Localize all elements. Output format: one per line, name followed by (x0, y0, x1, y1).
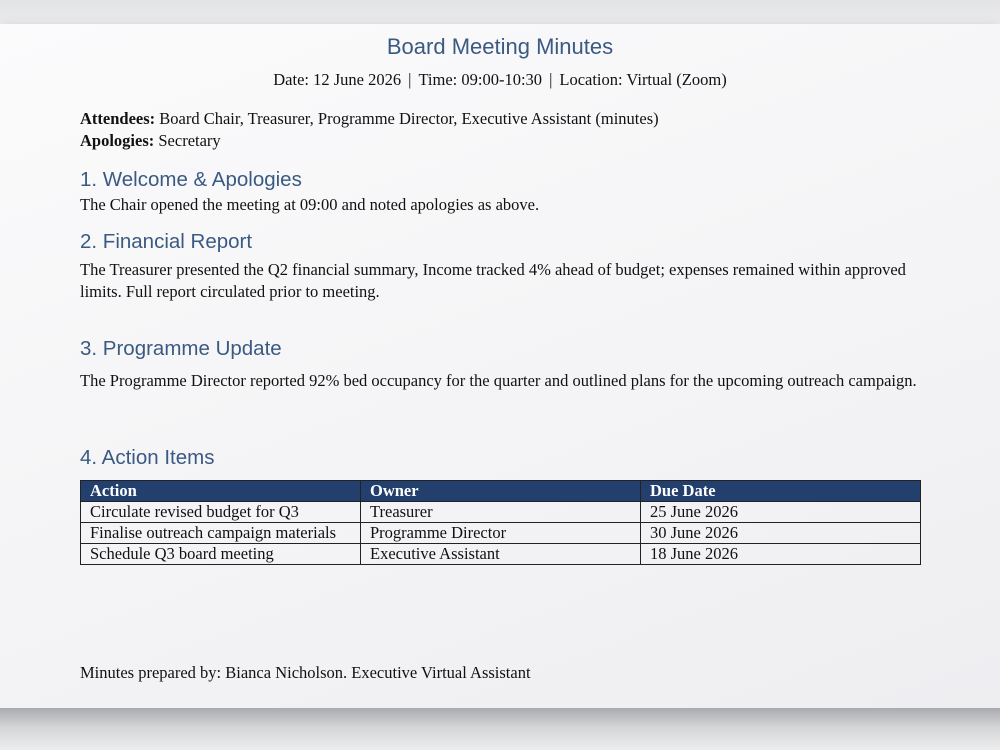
attendees-value: Board Chair, Treasurer, Programme Director, Executive Assistant (minutes) (159, 109, 659, 128)
attendees-line (80, 108, 659, 130)
table-row (81, 544, 921, 565)
column-header-owner: Owner (361, 481, 641, 502)
table-cell-owner: Programme Director (361, 523, 641, 544)
attendees-label: Attendees: (80, 109, 156, 128)
table-cell-due-date: 18 June 2026 (641, 544, 921, 565)
meeting-location: Location: Virtual (Zoom) (559, 70, 727, 89)
section-heading-financial: 2. Financial Report (80, 230, 253, 253)
page-shadow (0, 708, 1000, 750)
table-cell-owner: Treasurer (361, 502, 641, 523)
section-heading-actions: 4. Action Items (80, 446, 215, 469)
document-title: Board Meeting Minutes (386, 34, 614, 59)
column-header-due-date: Due Date (641, 481, 921, 502)
action-items-table (80, 480, 921, 565)
meta-separator: | (408, 70, 412, 89)
table-cell-due-date: 25 June 2026 (641, 502, 921, 523)
section-body-financial: The Treasurer presented the Q2 financial summary, Income tracked 4% ahead of budget; expenses remained within approved limits. Full report circulated prior to meeting. (80, 260, 906, 301)
apologies-line (80, 130, 221, 152)
table-cell-action: Finalise outreach campaign materials (81, 523, 361, 544)
table-cell-due-date: 30 June 2026 (641, 523, 921, 544)
table-row (81, 502, 921, 523)
prepared-by-footer: Minutes prepared by: Bianca Nicholson. Executive Virtual Assistant (80, 663, 531, 682)
table-cell-action: Schedule Q3 board meeting (81, 544, 361, 565)
table-cell-owner: Executive Assistant (361, 544, 641, 565)
meta-separator: | (549, 70, 553, 89)
column-header-action: Action (81, 481, 361, 502)
background-strip (0, 0, 1000, 24)
section-heading-programme: 3. Programme Update (80, 337, 282, 360)
section-heading-welcome: 1. Welcome & Apologies (80, 168, 302, 191)
table-row (81, 523, 921, 544)
section-body-programme: The Programme Director reported 92% bed occupancy for the quarter and outlined plans for the upcoming outreach campaign. (80, 371, 917, 390)
table-header-row (81, 481, 921, 502)
apologies-value: Secretary (158, 131, 221, 150)
meeting-time: Time: 09:00-10:30 (418, 70, 543, 89)
table-cell-action: Circulate revised budget for Q3 (81, 502, 361, 523)
apologies-label: Apologies: (80, 131, 155, 150)
meeting-date: Date: 12 June 2026 (273, 70, 402, 89)
meeting-meta (0, 70, 1000, 90)
section-body-welcome: The Chair opened the meeting at 09:00 and noted apologies as above. (80, 195, 540, 214)
